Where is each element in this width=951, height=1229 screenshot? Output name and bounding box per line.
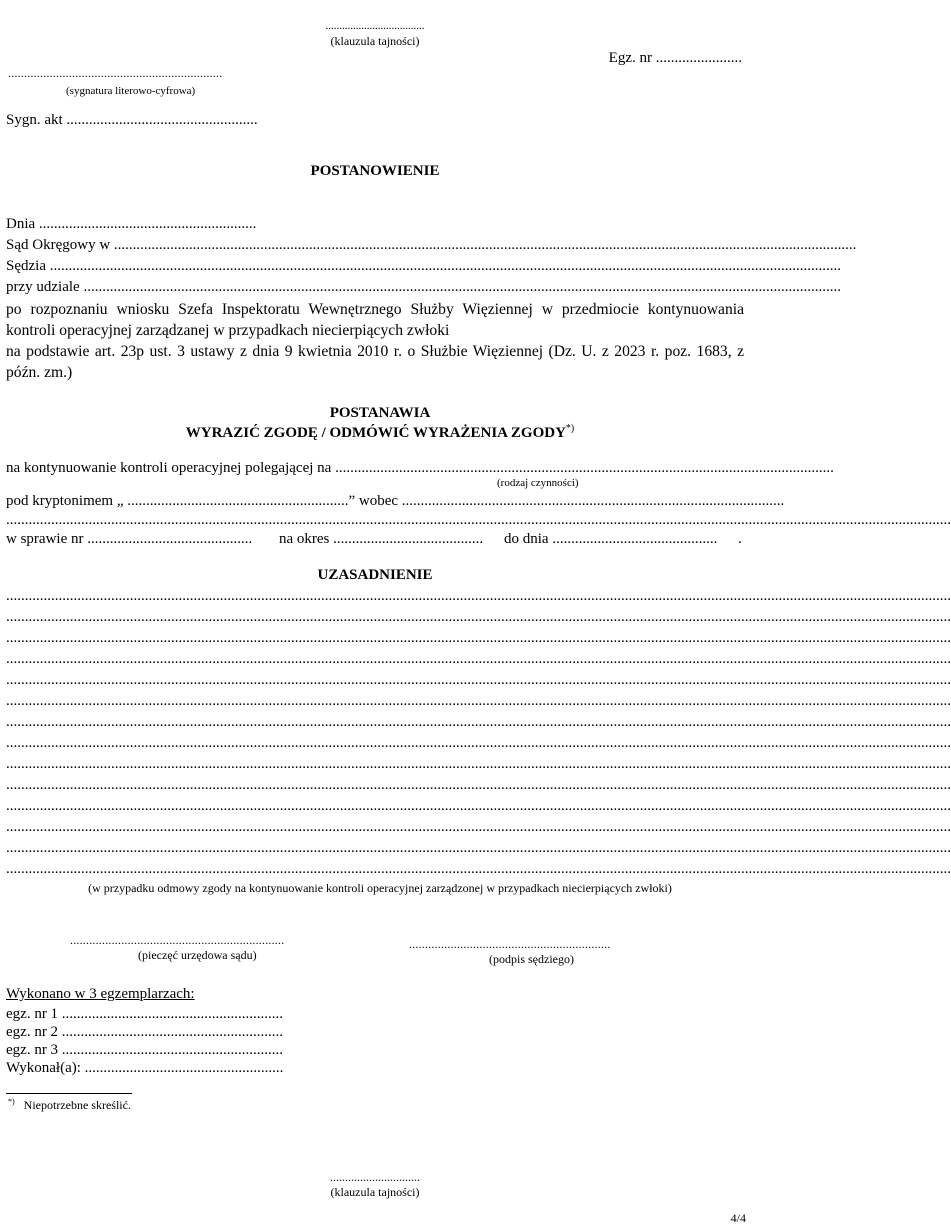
justification-line[interactable]: ............................................................................................................................................................................................................................................................	[6, 798, 951, 814]
case-reference-field[interactable]: Sygn. akt ...................................................	[6, 112, 258, 128]
justification-note: (w przypadku odmowy zgody na kontynuowanie kontroli operacyjnej zarządzonej w przypadkach niecierpiących zwłoki)	[88, 881, 672, 895]
footnote-marker: *)	[565, 423, 575, 434]
motion-paragraph: po rozpoznaniu wniosku Szefa Inspektoratu Wewnętrznego Służby Więziennej w przedmiocie kontynuowania kontroli operacyjnej zarządzanej w przypadkach niecierpiących zwłoki	[6, 301, 744, 339]
footnote-text: Niepotrzebne skreślić.	[23, 1098, 131, 1112]
judge-signature-field[interactable]: ...............................................................	[409, 937, 611, 951]
judge-label: Sędzia	[6, 258, 46, 274]
codename-field[interactable]: pod kryptonimem „ ...........................................................” wobec ......................................................................................................	[6, 493, 785, 509]
participation-field[interactable]: przy udziale ..........................................................................................................................................................................................................	[6, 279, 841, 295]
legal-basis-paragraph: na podstawie art. 23p ust. 3 ustawy z dnia 9 kwietnia 2010 r. o Służbie Więziennej (Dz. U. z 2023 r. poz. 1683, z późn. zm.)	[6, 343, 744, 381]
justification-line[interactable]: ............................................................................................................................................................................................................................................................	[6, 630, 951, 646]
justification-line[interactable]: ............................................................................................................................................................................................................................................................	[6, 819, 951, 835]
confidentiality-dots: ....................................	[325, 20, 425, 32]
decision-options-text: WYRAZIĆ ZGODĘ / ODMÓWIĆ WYRAŻENIA ZGODY	[185, 425, 566, 441]
signature-field[interactable]: ...................................................................	[8, 66, 223, 80]
justification-line[interactable]: ............................................................................................................................................................................................................................................................	[6, 861, 951, 877]
decision-heading: POSTANAWIA	[329, 405, 431, 421]
justification-line[interactable]: ............................................................................................................................................................................................................................................................	[6, 840, 951, 856]
justification-line[interactable]: ............................................................................................................................................................................................................................................................	[6, 777, 951, 793]
activity-type-label: (rodzaj czynności)	[497, 477, 579, 489]
judge-signature-label: (podpis sędziego)	[489, 952, 574, 966]
until-date-field[interactable]: do dnia ............................................	[504, 531, 718, 547]
justification-line[interactable]: ............................................................................................................................................................................................................................................................	[6, 735, 951, 751]
justification-line[interactable]: ............................................................................................................................................................................................................................................................	[6, 693, 951, 709]
page-number: 4/4	[730, 1211, 746, 1225]
justification-line[interactable]: ............................................................................................................................................................................................................................................................	[6, 714, 951, 730]
footer-confidentiality-dots: ..............................	[330, 1170, 420, 1184]
footnote	[8, 1097, 131, 1113]
court-field[interactable]: Sąd Okręgowy w ......................................................................................................................................................................................................	[6, 237, 857, 253]
copy-3-field[interactable]: egz. nr 3 ...........................................................	[6, 1042, 284, 1058]
seal-label: (pieczęć urzędowa sądu)	[138, 948, 257, 962]
footnote-divider	[6, 1093, 132, 1094]
case-number-field[interactable]: w sprawie nr ............................................	[6, 531, 253, 547]
participation-label: przy udziale	[6, 279, 80, 295]
confidentiality-label: (klauzula tajności)	[330, 34, 420, 48]
copy-number-field[interactable]: Egz. nr .......................	[608, 50, 742, 66]
subject-field[interactable]: ............................................................................................................................................................................................................................................................	[6, 512, 951, 528]
codename-label: pod kryptonimem „ ...........................................................” wobec	[6, 493, 399, 509]
period-field[interactable]: na okres ........................................	[279, 531, 484, 547]
seal-field[interactable]: ...................................................................	[70, 933, 285, 947]
line-end-period: .	[738, 531, 742, 547]
activity-field-label: na kontynuowanie kontroli operacyjnej polegającej na	[6, 460, 332, 476]
justification-heading: UZASADNIENIE	[317, 567, 433, 583]
copy-2-field[interactable]: egz. nr 2 ...........................................................	[6, 1024, 284, 1040]
date-field[interactable]: Dnia ..........................................................	[6, 216, 257, 232]
activity-field[interactable]: na kontynuowanie kontroli operacyjnej polegającej na .....................................................................................................................................	[6, 460, 834, 476]
decision-options[interactable]	[0, 423, 760, 442]
court-label: Sąd Okręgowy w	[6, 237, 111, 253]
justification-line[interactable]: ............................................................................................................................................................................................................................................................	[6, 672, 951, 688]
copy-1-field[interactable]: egz. nr 1 ...........................................................	[6, 1006, 284, 1022]
justification-line[interactable]: ............................................................................................................................................................................................................................................................	[6, 588, 951, 604]
footnote-mark: *)	[8, 1097, 15, 1106]
justification-line[interactable]: ............................................................................................................................................................................................................................................................	[6, 609, 951, 625]
executed-by-field[interactable]: Wykonał(a): .....................................................	[6, 1060, 284, 1076]
judge-field[interactable]: Sędzia ...................................................................................................................................................................................................................	[6, 258, 841, 274]
document-title: POSTANOWIENIE	[310, 163, 440, 179]
signature-label: (sygnatura literowo-cyfrowa)	[66, 85, 196, 97]
justification-line[interactable]: ............................................................................................................................................................................................................................................................	[6, 651, 951, 667]
justification-line[interactable]: ............................................................................................................................................................................................................................................................	[6, 756, 951, 772]
copies-heading: Wykonano w 3 egzemplarzach:	[6, 986, 195, 1002]
footer-confidentiality-label: (klauzula tajności)	[330, 1185, 420, 1199]
